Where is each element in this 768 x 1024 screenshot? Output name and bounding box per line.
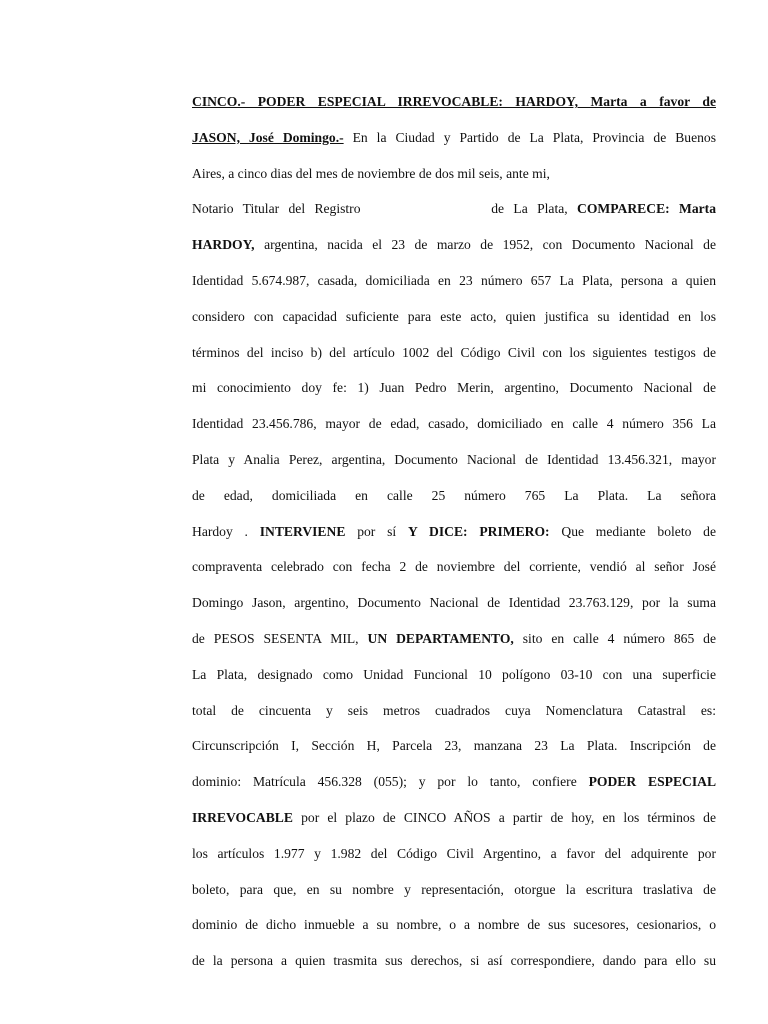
text-segment: por el plazo de CINCO AÑOS a partir de hoy, en los términos de [301, 809, 716, 825]
text-line [192, 800, 716, 836]
text-line [192, 406, 716, 442]
text-line [192, 263, 716, 299]
text-segment: total de cincuenta y seis metros cuadrados cuya Nomenclatura Catastral es: [192, 702, 716, 718]
text-segment: UN DEPARTAMENTO, [367, 630, 514, 646]
text-segment: CINCO.- PODER ESPECIAL IRREVOCABLE: HARDOY, Marta a favor de [192, 94, 716, 109]
text-segment: Aires, a cinco dias del mes de noviembre de dos mil seis, ante mi, [192, 165, 550, 181]
text-line [192, 872, 716, 908]
text-segment: términos del inciso b) del artículo 1002 del Código Civil con los siguientes testigos de [192, 344, 716, 360]
text-segment: Circunscripción I, Sección H, Parcela 23, manzana 23 La Plata. Inscripción de [192, 738, 716, 754]
text-segment: mi conocimiento doy fe: 1) Juan Pedro Merin, argentino, Documento Nacional de [192, 380, 716, 396]
text-segment: Notario Titular del Registro [192, 201, 361, 217]
text-segment: HARDOY, [192, 237, 255, 253]
text-line [192, 120, 716, 156]
text-segment: considero con capacidad suficiente para este acto, quien justifica su identidad en los [192, 308, 716, 324]
text-line [192, 191, 716, 227]
text-segment: boleto, para que, en su nombre y representación, otorgue la escritura traslativa de [192, 881, 716, 897]
text-segment: Hardoy . [192, 523, 248, 539]
text-segment: por sí [357, 523, 408, 539]
text-segment: PODER ESPECIAL [588, 774, 716, 790]
text-segment: Domingo Jason, argentino, Documento Nacional de Identidad 23.763.129, por la suma [192, 595, 716, 611]
text-line [192, 693, 716, 729]
text-segment: INTERVIENE [259, 523, 346, 539]
text-segment: IRREVOCABLE [192, 809, 293, 825]
text-segment: de edad, domiciliada en calle 25 número 765 La Plata. La señora [192, 487, 716, 503]
text-line [192, 657, 716, 693]
text-line [192, 764, 716, 800]
text-line [192, 514, 716, 550]
text-segment: compraventa celebrado con fecha 2 de noviembre del corriente, vendió al señor José [192, 559, 716, 575]
text-line [192, 728, 716, 764]
text-line [192, 478, 716, 514]
text-line [192, 442, 716, 478]
text-line [192, 370, 716, 406]
text-segment: Identidad 23.456.786, mayor de edad, casado, domiciliado en calle 4 número 356 La [192, 416, 716, 432]
text-line [192, 299, 716, 335]
text-segment: de La Plata, [491, 201, 578, 217]
text-segment: JASON, José Domingo.- [192, 129, 344, 145]
text-line [192, 84, 716, 120]
document-body [192, 84, 716, 979]
text-segment: argentina, nacida el 23 de marzo de 1952, con Documento Nacional de [264, 237, 716, 253]
text-line [192, 836, 716, 872]
text-segment: En la Ciudad y Partido de La Plata, Provincia de Buenos [352, 129, 716, 145]
text-segment: Plata y Analia Perez, argentina, Documento Nacional de Identidad 13.456.321, mayor [192, 451, 716, 467]
text-segment: los artículos 1.977 y 1.982 del Código Civil Argentino, a favor del adquirente por [192, 845, 716, 861]
text-segment: de PESOS SESENTA MIL, [192, 630, 368, 646]
text-line [192, 549, 716, 585]
text-segment: COMPARECE: Marta [577, 201, 716, 217]
text-line [192, 335, 716, 371]
text-segment: La Plata, designado como Unidad Funcional 10 polígono 03-10 con una superficie [192, 666, 716, 682]
text-line [192, 227, 716, 263]
text-line [192, 907, 716, 943]
text-segment: sito en calle 4 número 865 de [522, 630, 716, 646]
text-line [192, 585, 716, 621]
text-segment: dominio: Matrícula 456.328 (055); y por lo tanto, confiere [192, 774, 589, 790]
text-line [192, 943, 716, 979]
text-segment: Y DICE: PRIMERO: [407, 523, 550, 539]
text-segment: de la persona a quien trasmita sus derechos, si así correspondiere, dando para ello su [192, 953, 716, 969]
text-segment: Que mediante boleto de [561, 523, 716, 539]
text-segment: dominio de dicho inmueble a su nombre, o a nombre de sus sucesores, cesionarios, o [192, 917, 716, 933]
text-segment: Identidad 5.674.987, casada, domiciliada en 23 número 657 La Plata, persona a quien [192, 272, 716, 288]
text-line [192, 621, 716, 657]
text-line [192, 156, 716, 192]
